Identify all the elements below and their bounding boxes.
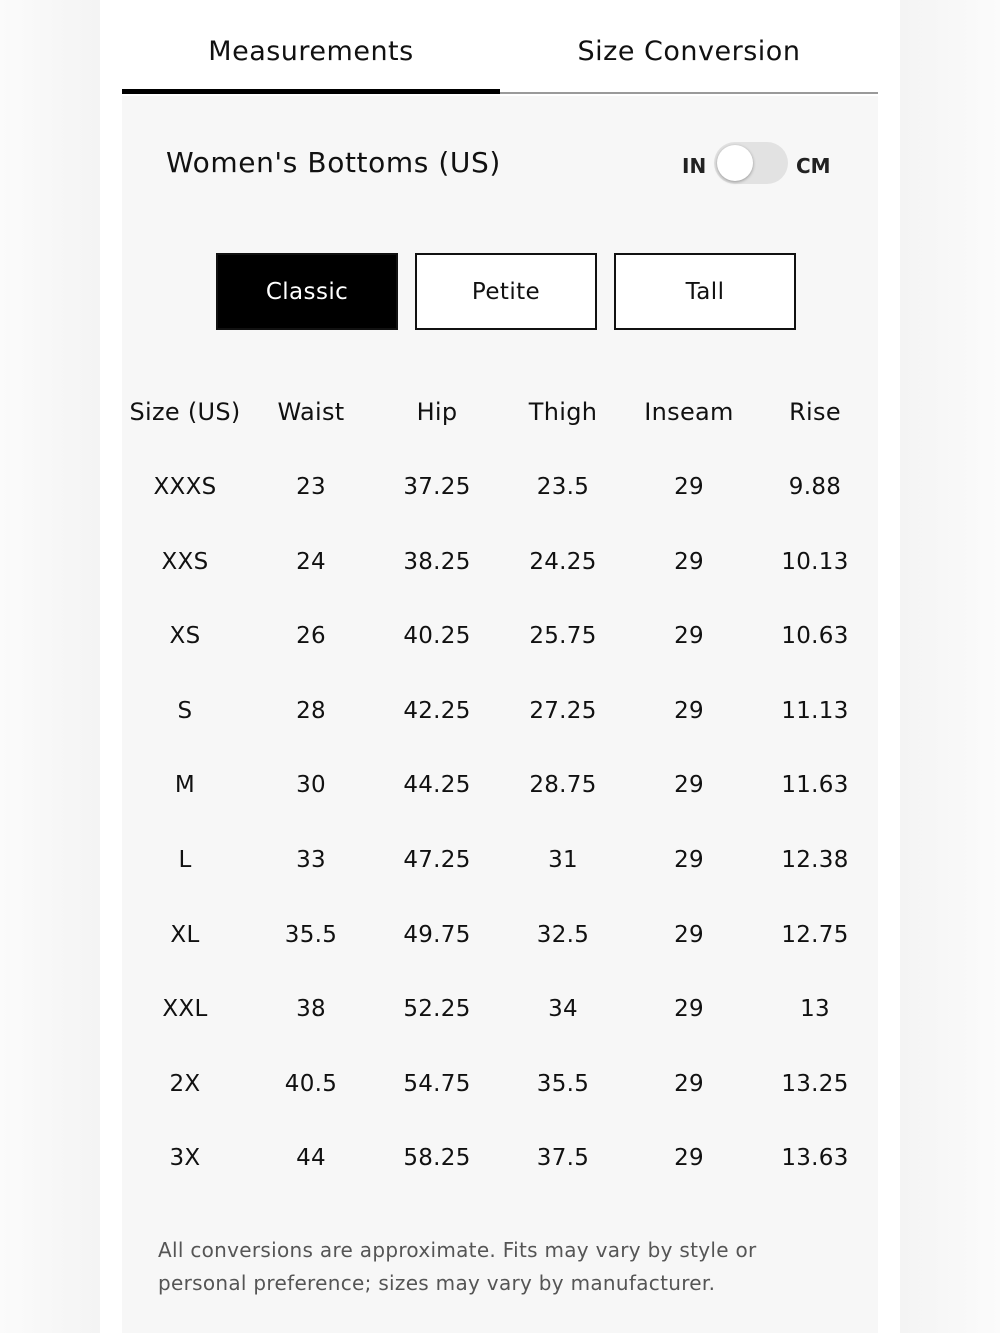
fit-petite-button[interactable]: Petite xyxy=(415,253,597,330)
table-row xyxy=(122,972,878,1047)
unit-switch[interactable] xyxy=(714,142,788,184)
column-header: Thigh xyxy=(528,398,598,426)
measurement-cell: 42.25 xyxy=(403,697,471,724)
measurement-cell: 12.75 xyxy=(781,921,849,948)
measurement-cell: 32.5 xyxy=(536,921,590,948)
unit-label-in: IN xyxy=(682,154,707,178)
unit-label-cm: CM xyxy=(796,154,831,178)
size-cell: XXXS xyxy=(153,474,217,500)
measurement-cell: 33 xyxy=(296,846,326,873)
measurement-cell: 31 xyxy=(548,846,578,873)
measurement-cell: 26 xyxy=(296,623,326,650)
measurement-cell: 34 xyxy=(548,996,578,1023)
measurement-cell: 13.25 xyxy=(781,1070,849,1097)
size-cell: M xyxy=(174,772,196,799)
measurements-content xyxy=(122,96,878,1333)
tab-bar xyxy=(122,0,878,96)
table-row xyxy=(122,1121,878,1196)
measurement-cell: 25.75 xyxy=(529,623,597,650)
disclaimer-text: All conversions are approximate. Fits may vary by style or personal preference; sizes may vary by manufacturer. xyxy=(158,1238,757,1295)
left-margin xyxy=(0,0,100,1333)
measurement-cell: 29 xyxy=(674,474,704,500)
measurement-cell: 10.63 xyxy=(781,623,849,650)
unit-toggle xyxy=(682,140,842,188)
right-margin xyxy=(900,0,1000,1333)
measurement-cell: 58.25 xyxy=(403,1145,471,1172)
measurement-cell: 11.63 xyxy=(781,772,849,799)
measurement-cell: 38.25 xyxy=(403,548,471,575)
size-cell: 2X xyxy=(169,1070,201,1097)
table-row xyxy=(122,1047,878,1122)
measurement-cell: 38 xyxy=(296,996,326,1023)
measurement-cell: 29 xyxy=(674,548,704,575)
section-title: Women's Bottoms (US) xyxy=(166,146,501,179)
measurement-cell: 23 xyxy=(296,474,326,500)
column-header: Rise xyxy=(789,398,841,426)
column-header: Waist xyxy=(277,398,345,426)
measurement-cell: 12.38 xyxy=(781,846,849,873)
measurement-cell: 29 xyxy=(674,623,704,650)
measurement-cell: 28.75 xyxy=(529,772,597,799)
active-tab-indicator xyxy=(122,89,500,94)
switch-knob xyxy=(717,145,753,181)
measurement-cell: 29 xyxy=(674,772,704,799)
table-row xyxy=(122,898,878,973)
measurement-cell: 13.63 xyxy=(781,1145,849,1172)
measurement-cell: 29 xyxy=(674,1070,704,1097)
measurement-cell: 27.25 xyxy=(529,697,597,724)
measurement-cell: 13 xyxy=(800,996,830,1023)
measurement-cell: 30 xyxy=(296,772,326,799)
measurement-cell: 9.88 xyxy=(788,474,842,500)
size-cell: XXL xyxy=(162,996,208,1023)
table-row xyxy=(122,748,878,823)
measurement-cell: 35.5 xyxy=(536,1070,590,1097)
measurement-cell: 10.13 xyxy=(781,548,849,575)
measurement-cell: 23.5 xyxy=(536,474,590,500)
table-row xyxy=(122,674,878,749)
size-cell: S xyxy=(177,697,193,724)
measurement-cell: 29 xyxy=(674,996,704,1023)
measurement-cell: 47.25 xyxy=(403,846,471,873)
column-header: Size (US) xyxy=(129,398,241,426)
measurement-cell: 37.5 xyxy=(536,1145,590,1172)
fit-classic-button[interactable]: Classic xyxy=(216,253,398,330)
size-table xyxy=(122,374,878,1196)
measurement-cell: 40.5 xyxy=(284,1070,338,1097)
table-header-row xyxy=(122,374,878,450)
table-row xyxy=(122,823,878,898)
column-header: Inseam xyxy=(644,398,734,426)
measurement-cell: 49.75 xyxy=(403,921,471,948)
table-row xyxy=(122,450,878,525)
measurement-cell: 11.13 xyxy=(781,697,849,724)
measurement-cell: 37.25 xyxy=(403,474,471,500)
size-cell: XS xyxy=(169,623,201,650)
fit-tall-button[interactable]: Tall xyxy=(614,253,796,330)
measurement-cell: 29 xyxy=(674,921,704,948)
measurement-cell: 29 xyxy=(674,1145,704,1172)
size-cell: L xyxy=(178,846,192,873)
table-row xyxy=(122,525,878,600)
measurement-cell: 24 xyxy=(296,548,326,575)
measurement-cell: 54.75 xyxy=(403,1070,471,1097)
column-header: Hip xyxy=(416,398,458,426)
fit-selector xyxy=(216,253,786,329)
measurement-cell: 44 xyxy=(296,1145,326,1172)
tab-measurements[interactable]: Measurements xyxy=(208,36,414,67)
size-cell: XL xyxy=(170,921,200,948)
table-row xyxy=(122,599,878,674)
measurement-cell: 40.25 xyxy=(403,623,471,650)
size-cell: XXS xyxy=(161,548,209,575)
measurement-cell: 44.25 xyxy=(403,772,471,799)
measurement-cell: 35.5 xyxy=(284,921,338,948)
measurement-cell: 29 xyxy=(674,846,704,873)
size-cell: 3X xyxy=(169,1145,201,1172)
measurement-cell: 24.25 xyxy=(529,548,597,575)
measurement-cell: 28 xyxy=(296,697,326,724)
tab-size-conversion[interactable]: Size Conversion xyxy=(577,36,801,67)
measurement-cell: 29 xyxy=(674,697,704,724)
measurement-cell: 52.25 xyxy=(403,996,471,1023)
